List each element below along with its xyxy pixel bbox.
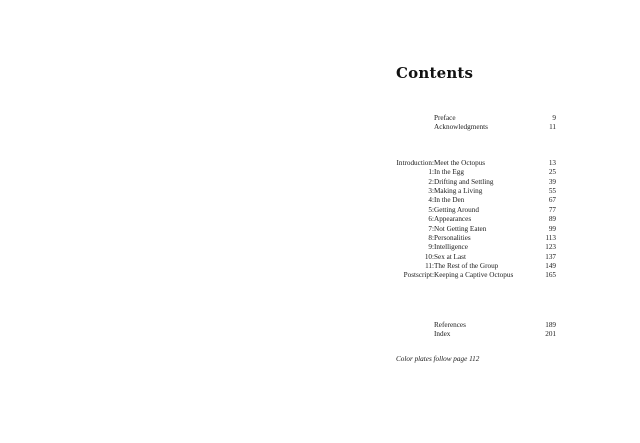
- entry-label: Drifting and Settling: [434, 177, 494, 186]
- table-row: [396, 272, 556, 281]
- entry-number: 2:: [428, 177, 434, 186]
- entry-number: [396, 115, 434, 124]
- entry-number: 8:: [428, 233, 434, 242]
- entry-number: 9:: [428, 243, 434, 252]
- entry-label: Meet the Octopus: [434, 158, 486, 167]
- table-row: [396, 331, 556, 340]
- entry-page: 149: [545, 262, 556, 271]
- entry-label: Getting Around: [434, 205, 479, 214]
- entry-page: 39: [548, 177, 556, 186]
- section-spacer: [396, 134, 556, 147]
- table-row: [396, 244, 556, 253]
- entry-label: Acknowledgments: [434, 123, 488, 132]
- entry-label: The Rest of the Group: [434, 262, 499, 271]
- section-spacer: [396, 282, 556, 302]
- entry-page: 99: [548, 224, 556, 233]
- entry-label: Keeping a Captive Octopus: [434, 271, 514, 280]
- section-spacer: [396, 147, 556, 160]
- entry-number: [396, 124, 434, 133]
- entry-number: Introduction:: [396, 158, 434, 167]
- entry-page: 9: [552, 114, 556, 122]
- table-of-contents: [396, 115, 556, 341]
- entry-number: [396, 322, 434, 331]
- section-spacer: [396, 302, 556, 322]
- table-row: [396, 188, 556, 197]
- entry-label: Making a Living: [434, 186, 483, 195]
- entry-number: 5:: [428, 205, 434, 214]
- entry-page: 67: [548, 196, 556, 205]
- entry-label: Preface: [434, 114, 456, 122]
- table-row: [396, 226, 556, 235]
- entry-number: 3:: [428, 186, 434, 195]
- table-row: [396, 207, 556, 216]
- entry-page: 165: [545, 271, 556, 280]
- entry-label: Not Getting Eaten: [434, 224, 487, 233]
- entry-label: Personalities: [434, 233, 471, 242]
- entry-page: 189: [545, 320, 556, 329]
- entry-page: 13: [548, 158, 556, 167]
- table-row: [396, 124, 556, 133]
- entry-number: 7:: [428, 224, 434, 233]
- table-row: [396, 160, 556, 169]
- entry-page: 55: [548, 186, 556, 195]
- entry-number: [396, 331, 434, 340]
- entry-number: 6:: [428, 215, 434, 224]
- entry-label: References: [434, 320, 466, 329]
- entry-number: 10:: [424, 252, 434, 261]
- entry-label: Intelligence: [434, 243, 468, 252]
- entry-page: 89: [548, 215, 556, 224]
- entry-label: Index: [434, 330, 451, 339]
- entry-number: 4:: [428, 196, 434, 205]
- table-row: [396, 322, 556, 331]
- entry-label: In the Egg: [434, 168, 464, 177]
- page-title: Contents: [396, 64, 474, 82]
- color-plates-note: Color plates follow page 112: [396, 354, 480, 363]
- entry-page: 137: [545, 252, 556, 261]
- entry-label: Sex at Last: [434, 252, 466, 261]
- entry-number: 1:: [428, 168, 434, 177]
- entry-page: 25: [548, 168, 556, 177]
- entry-label: In the Den: [434, 196, 465, 205]
- entry-label: Appearances: [434, 215, 472, 224]
- contents-block: [396, 66, 556, 363]
- entry-page: 11: [549, 123, 556, 132]
- table-row: [396, 235, 556, 244]
- entry-page: 77: [548, 205, 556, 214]
- entry-number: 11:: [425, 262, 434, 271]
- entry-page: 113: [545, 233, 556, 242]
- entry-number: Postscript:: [403, 271, 434, 280]
- entry-page: 123: [545, 243, 556, 252]
- entry-page: 201: [545, 330, 556, 339]
